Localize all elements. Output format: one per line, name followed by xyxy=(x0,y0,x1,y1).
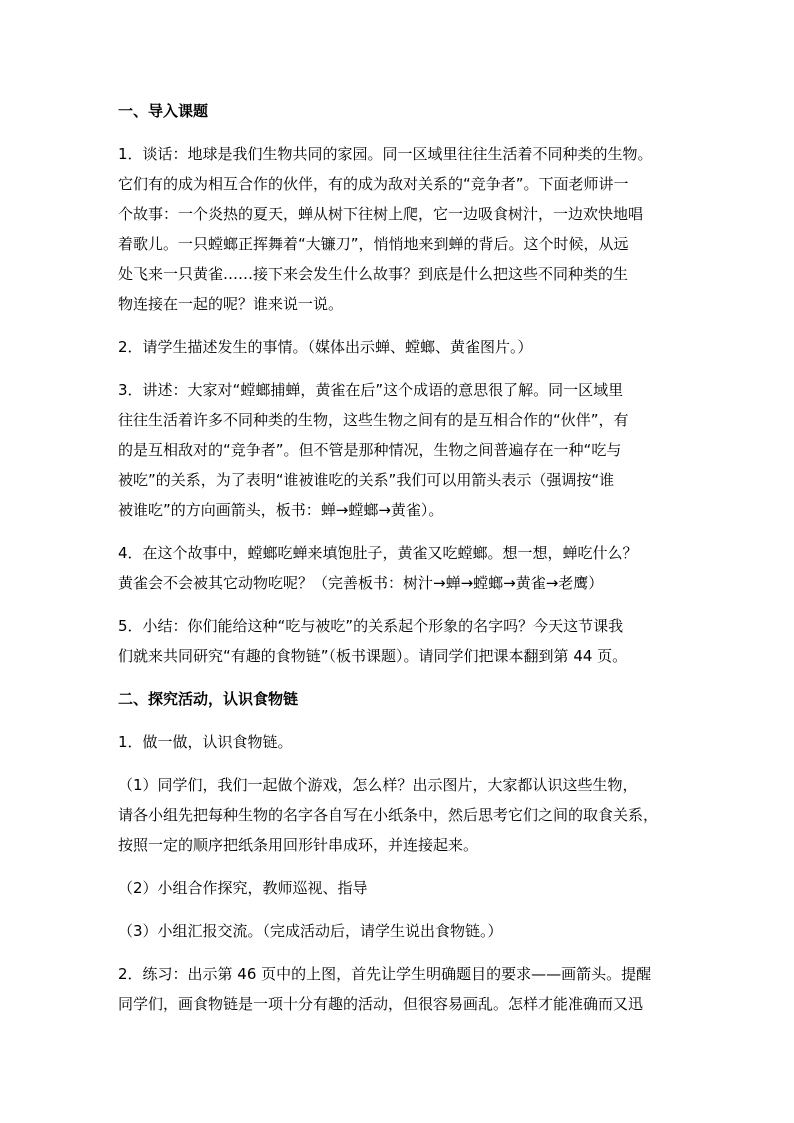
text-line: 的是互相敌对的“竞争者”。但不管是那种情况，生物之间普遍存在一种“吃与 xyxy=(118,441,622,459)
section-heading-explore: 二、探究活动，认识食物链 xyxy=(118,690,299,708)
text-line: 5．小结：你们能给这种“吃与被吃”的关系起个形象的名字吗？今天这节课我 xyxy=(118,617,624,635)
paragraph-activity xyxy=(118,727,680,757)
text-line: 往往生活着许多不同种类的生物，这些生物之间有的是互相合作的“伙伴”，有 xyxy=(118,411,629,429)
section-heading-intro: 一、导入课题 xyxy=(118,102,209,120)
text-line: （2）小组合作探究，教师巡视、指导 xyxy=(118,879,368,897)
text-line: 同学们，画食物链是一项十分有趣的活动，但很容易画乱。怎样才能准确而又迅 xyxy=(118,995,644,1013)
text-line: 2．练习：出示第 46 页中的上图，首先让学生明确题目的要求——画箭头。提醒 xyxy=(118,965,652,983)
paragraph-game xyxy=(118,770,680,860)
text-line: 1．做一做，认识食物链。 xyxy=(118,733,293,751)
paragraph-group-work xyxy=(118,873,680,903)
paragraph-exercise xyxy=(118,959,680,1019)
paragraph-describe xyxy=(118,332,680,362)
paragraph-report xyxy=(118,916,680,946)
text-line: 被谁吃”的方向画箭头，板书：蝉→螳螂→黄雀）。 xyxy=(118,501,444,519)
paragraph-narrate xyxy=(118,375,680,525)
text-line: 它们有的成为相互合作的伙伴，有的成为敌对关系的“竞争者”。下面老师讲一 xyxy=(118,175,629,193)
text-line: 4．在这个故事中，螳螂吃蝉来填饱肚子，黄雀又吃螳螂。想一想，蝉吃什么？ xyxy=(118,544,638,562)
text-line: 按照一定的顺序把纸条用回形针串成环，并连接起来。 xyxy=(118,836,479,854)
paragraph-story xyxy=(118,538,680,598)
paragraph-talk xyxy=(118,139,680,319)
text-line: 请各小组先把每种生物的名字各自写在小纸条中，然后思考它们之间的取食关系， xyxy=(118,806,659,824)
text-line: 个故事：一个炎热的夏天，蝉从树下往树上爬，它一边吸食树汁，一边欢快地唱 xyxy=(118,205,644,223)
text-line: 处飞来一只黄雀……接下来会发生什么故事？到底是什么把这些不同种类的生 xyxy=(118,265,629,283)
text-line: 物连接在一起的呢？谁来说一说。 xyxy=(118,295,344,313)
document-body xyxy=(118,96,680,1032)
text-line: （1）同学们，我们一起做个游戏，怎么样？出示图片，大家都认识这些生物， xyxy=(118,776,638,794)
text-line: 1．谈话：地球是我们生物共同的家园。同一区域里往往生活着不同种类的生物。 xyxy=(118,145,653,163)
text-line: 被吃”的关系，为了表明“谁被谁吃的关系”我们可以用箭头表示（强调按“谁 xyxy=(118,471,615,489)
text-line: 黄雀会不会被其它动物吃呢？（完善板书：树汁→蝉→螳螂→黄雀→老鹰） xyxy=(118,574,604,592)
paragraph-summary xyxy=(118,611,680,671)
text-line: （3）小组汇报交流。（完成活动后，请学生说出食物链。） xyxy=(118,922,503,940)
text-line: 2．请学生描述发生的事情。（媒体出示蝉、螳螂、黄雀图片。） xyxy=(118,338,533,356)
text-line: 3．讲述：大家对“螳螂捕蝉，黄雀在后”这个成语的意思很了解。同一区域里 xyxy=(118,381,624,399)
text-line: 着歌儿。一只螳螂正挥舞着“大镰刀”，悄悄地来到蝉的背后。这个时候，从远 xyxy=(118,235,629,253)
text-line: 们就来共同研究“有趣的食物链”（板书课题）。请同学们把课本翻到第 44 页。 xyxy=(118,647,628,665)
